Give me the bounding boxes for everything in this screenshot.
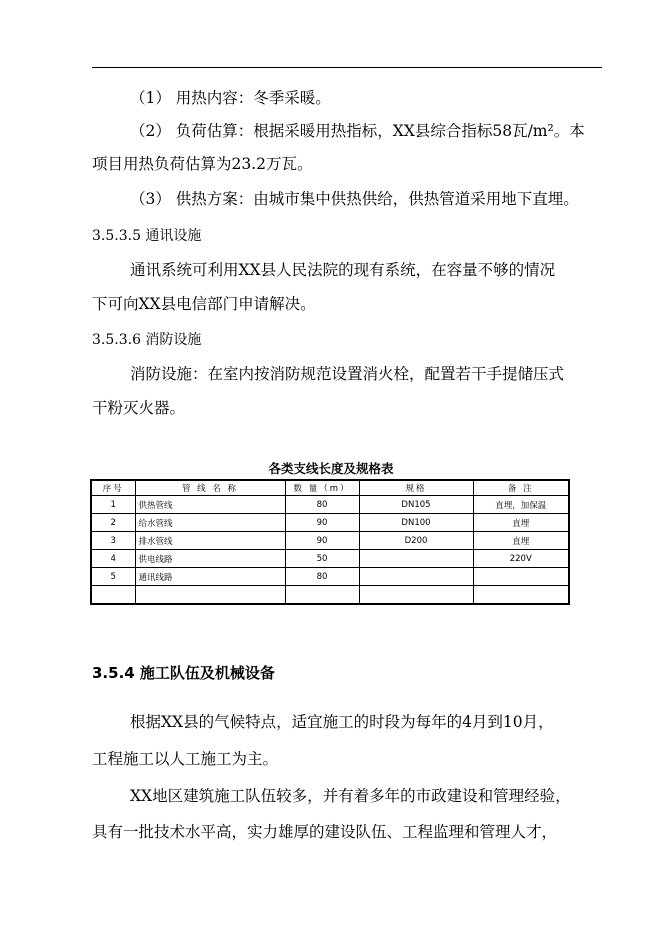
cell-no: 1 [91,496,135,514]
cell-name [135,586,285,605]
cell-name: 供热管线 [135,496,285,514]
heating-item-2-line-2: 项目用热负荷估算为23.2万瓦。 [92,155,313,173]
table-row [91,496,569,514]
cell-no: 3 [91,532,135,550]
cell-spec [359,550,473,568]
cell-no: 4 [91,550,135,568]
cell-remark: 直埋，加保温 [473,496,569,514]
cell-spec [359,568,473,586]
table-header-row [91,480,569,496]
cell-spec: DN100 [359,514,473,532]
header-cell-remark: 备 注 [473,480,569,496]
cell-qty: 80 [285,568,359,586]
construction-para-2-line-1: XX地区建筑施工队伍较多，并有着多年的市政建设和管理经验， [130,787,571,805]
fire-para-line-1: 消防设施：在室内按消防规范设置消火栓，配置若干手提储压式 [130,365,565,383]
cell-name: 排水管线 [135,532,285,550]
branch-line-spec-table [90,479,570,605]
table-row [91,586,569,605]
cell-remark: 直埋 [473,532,569,550]
cell-name: 通讯线路 [135,568,285,586]
heating-item-3: （3） 供热方案：由城市集中供热供给，供热管道采用地下直埋。 [130,190,579,208]
cell-spec: DN105 [359,496,473,514]
cell-qty: 90 [285,532,359,550]
cell-no: 2 [91,514,135,532]
section-heading-3535: 3.5.3.5 通讯设施 [92,228,202,244]
cell-qty: 80 [285,496,359,514]
cell-qty [285,586,359,605]
table-row [91,532,569,550]
table-caption: 各类支线长度及规格表 [268,461,394,476]
header-cell-spec: 规格 [359,480,473,496]
construction-para-1-line-1: 根据XX县的气候特点，适宜施工的时段为每年的4月到10月， [130,713,554,731]
cell-spec [359,586,473,605]
cell-spec: D200 [359,532,473,550]
table-row [91,550,569,568]
header-cell-name: 管 线 名 称 [135,480,285,496]
header-cell-no: 序号 [91,480,135,496]
cell-name: 供电线路 [135,550,285,568]
comm-para-line-1: 通讯系统可利用XX县人民法院的现有系统，在容量不够的情况 [130,261,556,279]
section-heading-3536: 3.5.3.6 消防设施 [92,332,202,348]
cell-name: 给水管线 [135,514,285,532]
cell-remark [473,568,569,586]
cell-no [91,586,135,605]
cell-remark: 220V [473,550,569,568]
cell-remark [473,586,569,605]
table-row [91,514,569,532]
comm-para-line-2: 下可向XX县电信部门申请解决。 [92,295,316,313]
header-rule [92,67,602,68]
construction-para-2-line-2: 具有一批技术水平高，实力雄厚的建设队伍、工程监理和管理人才， [92,823,558,841]
cell-remark: 直埋 [473,514,569,532]
cell-qty: 90 [285,514,359,532]
heating-item-1: （1） 用热内容：冬季采暖。 [130,89,331,107]
construction-para-1-line-2: 工程施工以人工施工为主。 [92,750,279,768]
section-heading-354: 3.5.4 施工队伍及机械设备 [92,664,275,682]
cell-no: 5 [91,568,135,586]
heating-item-2-line-1: （2） 负荷估算：根据采暖用热指标，XX县综合指标58瓦/m²。本 [130,122,585,140]
header-cell-qty: 数 量（m） [285,480,359,496]
fire-para-line-2: 干粉灭火器。 [92,399,186,417]
cell-qty: 50 [285,550,359,568]
table-row [91,568,569,586]
